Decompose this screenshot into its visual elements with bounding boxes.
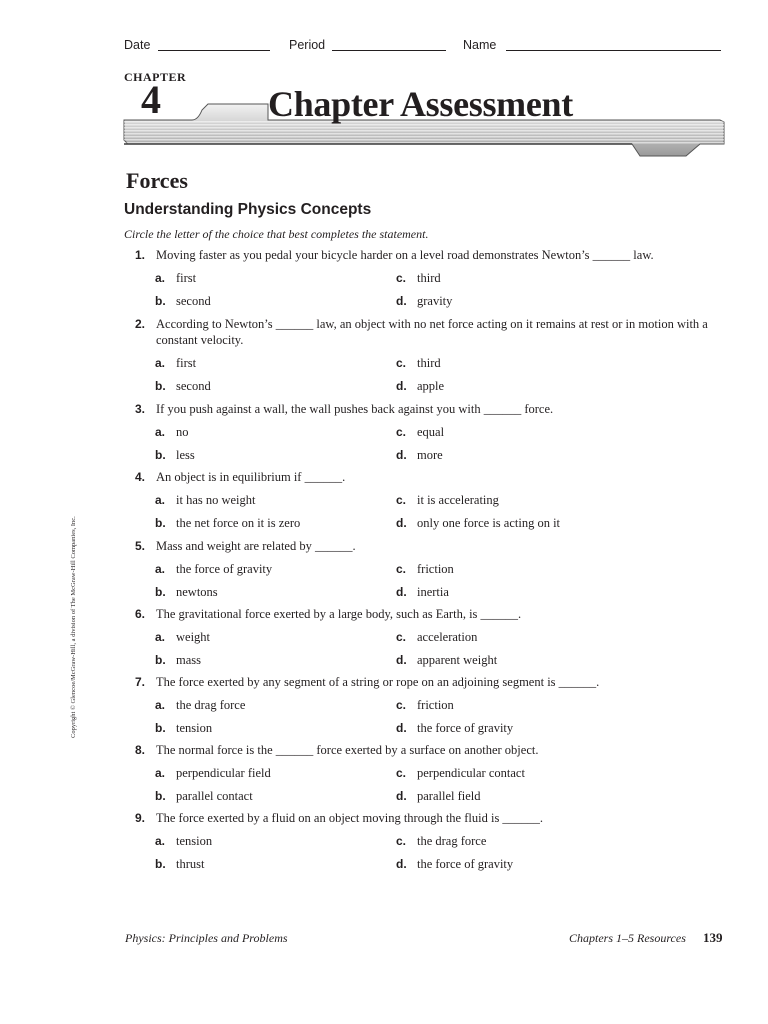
chapter-number: 4 [141, 77, 161, 122]
question-5 [124, 538, 724, 606]
question-number: 4. [134, 470, 145, 484]
choice-a[interactable]: a. the force of gravity [155, 562, 273, 576]
question-6 [124, 606, 724, 674]
choice-d[interactable]: d. inertia [396, 585, 449, 599]
question-number: 5. [134, 539, 145, 553]
date-field[interactable] [158, 50, 270, 51]
question-number: 2. [134, 317, 145, 331]
question-stem: An object is in equilibrium if ______. [156, 470, 346, 484]
question-number: 3. [134, 402, 145, 416]
choice-b[interactable]: b. parallel contact [155, 789, 253, 803]
question-stem: According to Newton’s ______ law, an object with no net force acting on it remains at rest or in motion with a constant velocity. [156, 317, 708, 347]
choice-c[interactable]: c. acceleration [396, 630, 478, 644]
question-9 [124, 810, 724, 878]
question-list [124, 247, 724, 878]
choice-c[interactable]: c. friction [396, 562, 454, 576]
choice-d[interactable]: d. parallel field [396, 789, 481, 803]
question-number: 9. [134, 811, 145, 825]
question-2 [124, 316, 724, 401]
page-number: 139 [703, 930, 723, 945]
instructions: Circle the letter of the choice that best completes the statement. [124, 227, 429, 241]
choice-a[interactable]: a. no [155, 425, 189, 439]
footer-book-title: Physics: Principles and Problems [125, 931, 288, 945]
choice-c[interactable]: c. third [396, 356, 441, 370]
choice-a[interactable]: a. the drag force [155, 698, 246, 712]
choice-d[interactable]: d. apple [396, 379, 445, 393]
choice-a[interactable]: a. weight [155, 630, 211, 644]
choice-c[interactable]: c. perpendicular contact [396, 766, 525, 780]
choice-b[interactable]: b. newtons [155, 585, 218, 599]
question-stem: The force exerted by any segment of a string or rope on an adjoining segment is ______. [156, 675, 600, 689]
choice-d[interactable]: d. apparent weight [396, 653, 498, 667]
section-title: Forces [126, 168, 188, 193]
choice-d[interactable]: d. gravity [396, 294, 453, 308]
question-number: 6. [134, 607, 145, 621]
subsection-title: Understanding Physics Concepts [124, 201, 372, 218]
choice-c[interactable]: c. equal [396, 425, 445, 439]
choice-b[interactable]: b. mass [155, 653, 201, 667]
choice-c[interactable]: c. the drag force [396, 834, 487, 848]
question-1 [124, 247, 724, 316]
question-stem: Mass and weight are related by ______. [156, 539, 356, 553]
choice-d[interactable]: d. only one force is acting on it [396, 516, 561, 530]
choice-d[interactable]: d. the force of gravity [396, 857, 514, 871]
choice-a[interactable]: a. it has no weight [155, 493, 256, 507]
question-stem: The gravitational force exerted by a large body, such as Earth, is ______. [156, 607, 522, 621]
date-label: Date [124, 38, 151, 52]
choice-d[interactable]: d. the force of gravity [396, 721, 514, 735]
choice-b[interactable]: b. the net force on it is zero [155, 516, 301, 530]
chapter-label: CHAPTER [124, 70, 187, 84]
choice-b[interactable]: b. tension [155, 721, 213, 735]
choice-a[interactable]: a. first [155, 271, 197, 285]
choice-b[interactable]: b. second [155, 294, 211, 308]
choice-b[interactable]: b. thrust [155, 857, 205, 871]
choice-c[interactable]: c. it is accelerating [396, 493, 499, 507]
question-8 [124, 742, 724, 810]
name-field[interactable] [506, 50, 721, 51]
copyright-notice: Copyright © Glencoe/McGraw-Hill, a division of The McGraw-Hill Companies, Inc. [70, 516, 77, 738]
choice-b[interactable]: b. second [155, 379, 211, 393]
question-stem: The normal force is the ______ force exerted by a surface on another object. [156, 743, 539, 757]
choice-c[interactable]: c. friction [396, 698, 454, 712]
choice-d[interactable]: d. more [396, 448, 443, 462]
question-number: 7. [134, 675, 145, 689]
choice-b[interactable]: b. less [155, 448, 195, 462]
name-label: Name [463, 38, 497, 52]
choice-c[interactable]: c. third [396, 271, 441, 285]
question-stem: If you push against a wall, the wall pushes back against you with ______ force. [156, 402, 554, 416]
period-label: Period [289, 38, 326, 52]
period-field[interactable] [332, 50, 446, 51]
question-stem: Moving faster as you pedal your bicycle harder on a level road demonstrates Newton’s ______ law. [156, 248, 654, 262]
question-3 [124, 401, 724, 469]
question-number: 8. [134, 743, 145, 757]
question-4 [124, 469, 724, 538]
footer-resources: Chapters 1–5 Resources [569, 931, 686, 945]
choice-a[interactable]: a. tension [155, 834, 213, 848]
question-7 [124, 674, 724, 742]
question-stem: The force exerted by a fluid on an object moving through the fluid is ______. [156, 811, 544, 825]
choice-a[interactable]: a. first [155, 356, 197, 370]
page-title: Chapter Assessment [268, 84, 573, 124]
question-number: 1. [134, 248, 145, 262]
choice-a[interactable]: a. perpendicular field [155, 766, 271, 780]
header-fields [124, 38, 724, 56]
